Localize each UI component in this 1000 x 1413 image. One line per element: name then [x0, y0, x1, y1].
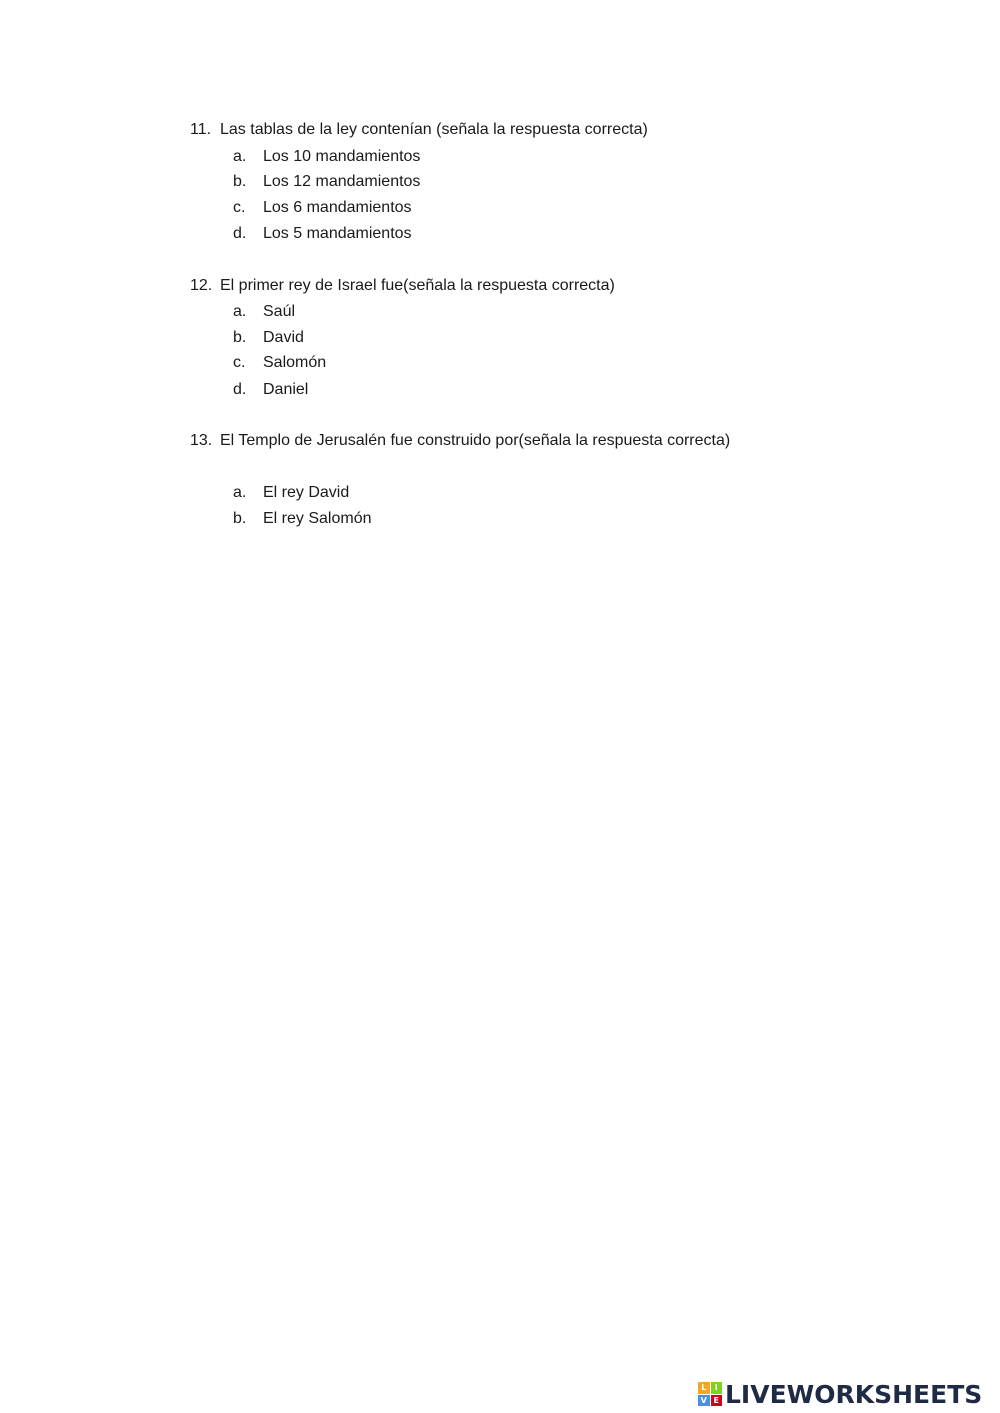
- option-11-d: [233, 224, 412, 244]
- logo-tile: E: [711, 1395, 723, 1407]
- option-text: David: [263, 329, 304, 346]
- question-12: [190, 276, 615, 296]
- option-11-c: [233, 198, 412, 218]
- option-letter: a.: [233, 148, 247, 165]
- option-text: Saúl: [263, 303, 296, 320]
- option-text: Los 12 mandamientos: [263, 173, 421, 190]
- question-number: 12.: [190, 277, 213, 294]
- option-12-c: [233, 353, 326, 373]
- option-letter: d.: [233, 381, 247, 398]
- option-text: Los 10 mandamientos: [263, 148, 421, 165]
- option-letter: b.: [233, 510, 247, 527]
- option-letter: c.: [233, 354, 246, 371]
- option-letter: c.: [233, 199, 246, 216]
- option-text: Los 6 mandamientos: [263, 199, 412, 216]
- question-text: El Templo de Jerusalén fue construido por(señala la respuesta correcta): [220, 432, 731, 449]
- option-12-b: [233, 328, 304, 348]
- option-letter: b.: [233, 173, 247, 190]
- option-text: Salomón: [263, 354, 327, 371]
- option-text: Los 5 mandamientos: [263, 225, 412, 242]
- option-letter: a.: [233, 303, 247, 320]
- question-number: 11.: [190, 121, 212, 138]
- option-11-b: [233, 172, 420, 192]
- question-text: Las tablas de la ley contenían (señala la respuesta correcta): [220, 121, 648, 138]
- option-letter: d.: [233, 225, 247, 242]
- question-number: 13.: [190, 432, 213, 449]
- option-12-d: [233, 380, 308, 400]
- logo-tile: V: [698, 1395, 710, 1407]
- option-text: Daniel: [263, 381, 309, 398]
- option-letter: b.: [233, 329, 247, 346]
- logo-tile: L: [698, 1382, 710, 1394]
- option-13-b: [233, 509, 372, 529]
- option-letter: a.: [233, 484, 247, 501]
- liveworksheets-logo: [698, 1379, 982, 1409]
- option-12-a: [233, 302, 295, 322]
- logo-text: LIVEWORKSHEETS: [725, 1379, 983, 1409]
- question-text: El primer rey de Israel fue(señala la respuesta correcta): [220, 277, 615, 294]
- question-13: [190, 431, 730, 451]
- logo-tile: I: [711, 1382, 723, 1394]
- question-11: [190, 120, 648, 140]
- option-text: El rey Salomón: [263, 510, 372, 527]
- logo-mark-icon: [698, 1382, 722, 1406]
- option-13-a: [233, 483, 349, 503]
- option-11-a: [233, 147, 420, 167]
- option-text: El rey David: [263, 484, 350, 501]
